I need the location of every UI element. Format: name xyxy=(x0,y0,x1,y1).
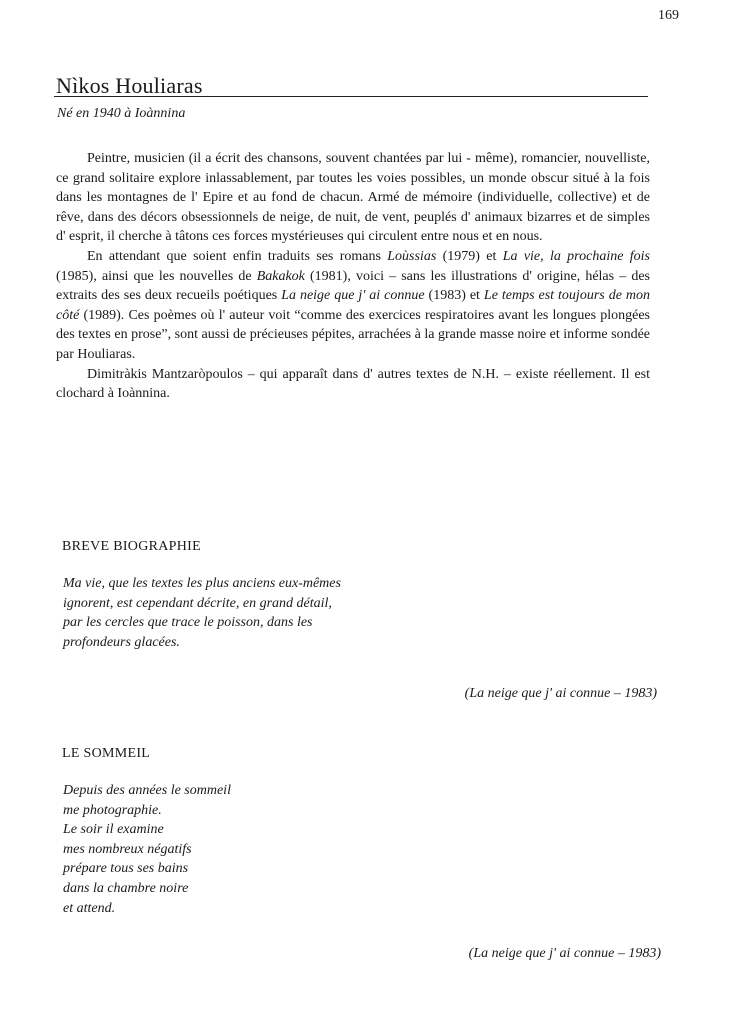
work-title: Bakakok xyxy=(256,268,305,284)
birth-info: Né en 1940 à Ioànnina xyxy=(57,106,186,121)
bio-text: (1983) et xyxy=(424,288,484,304)
author-biography xyxy=(56,149,650,404)
bio-text: (1981), voici – sans les illustrations d' origine, hélas – des extraits des ses deux recueils poétiques xyxy=(56,268,651,304)
poem-line: et attend. xyxy=(63,900,116,916)
poem-line: prépare tous ses bains xyxy=(63,861,189,877)
work-title: Loùssias xyxy=(387,248,437,264)
poem-body xyxy=(63,574,341,652)
work-title: La vie, la prochaine fois xyxy=(502,248,650,264)
poem-line: par les cercles que trace le poisson, dans les xyxy=(63,615,313,631)
poem-line: Le soir il examine xyxy=(63,822,164,838)
poem-title: BREVE BIOGRAPHIE xyxy=(62,539,201,554)
work-title: Le temps est toujours de mon côté xyxy=(56,288,650,323)
poem-line: Ma vie, que les textes les plus anciens eux-mêmes xyxy=(63,576,341,591)
bio-paragraph-3: Dimitràkis Mantzaròpoulos – qui apparaît dans d' autres textes de N.H. – existe réellement. Il est clochard à Ioànnina. xyxy=(56,366,650,402)
poem-line: mes nombreux négatifs xyxy=(63,841,192,857)
poem-source: (La neige que j' ai connue – 1983) xyxy=(468,946,661,961)
bio-paragraph-1: Peintre, musicien (il a écrit des chansons, souvent chantées par lui - même), romancier, nouvelliste, ce grand solitaire explore inlassablement, par toutes les voies possibles, un monde obscur situé à la fois dans les montagnes de l' Epire et au fond de chacun. Armé de mémoire (individuelle, collective) et de rêve, dans des décors obsessionnels de neige, de nuit, de vent, peuplés d' animaux bizarres et de simples d' esprit, il cherche à tâtons ces forces mystérieuses qui circulent entre nous et en nous. xyxy=(56,151,650,245)
poem-line: me photographie. xyxy=(63,802,162,818)
bio-text: (1985), ainsi que les nouvelles de xyxy=(56,268,257,284)
poem-title: LE SOMMEIL xyxy=(62,746,151,761)
poem-line: ignorent, est cependant décrite, en grand détail, xyxy=(63,595,332,611)
bio-paragraph-2 xyxy=(56,247,650,365)
bio-text: En attendant que soient enfin traduits ses romans xyxy=(87,248,388,264)
poem-line: profondeurs glacées. xyxy=(63,634,180,650)
work-title: La neige que j' ai connue xyxy=(281,288,425,304)
author-name: Nìkos Houliaras xyxy=(56,73,203,98)
bio-text: (1979) et xyxy=(436,248,503,264)
poem-line: Depuis des années le sommeil xyxy=(63,783,231,798)
bio-text: (1989). Ces poèmes où l' auteur voit “comme des exercices respiratoires avant les longues plongées des textes en prose”, sont aussi de précieuses pépites, arrachées à la grande masse noire et informe sondée par Houliaras. xyxy=(56,307,650,362)
page-number: 169 xyxy=(658,8,679,23)
poem-source: (La neige que j' ai connue – 1983) xyxy=(464,686,657,701)
title-rule xyxy=(54,96,648,97)
poem-body xyxy=(63,781,231,918)
poem-line: dans la chambre noire xyxy=(63,880,189,896)
